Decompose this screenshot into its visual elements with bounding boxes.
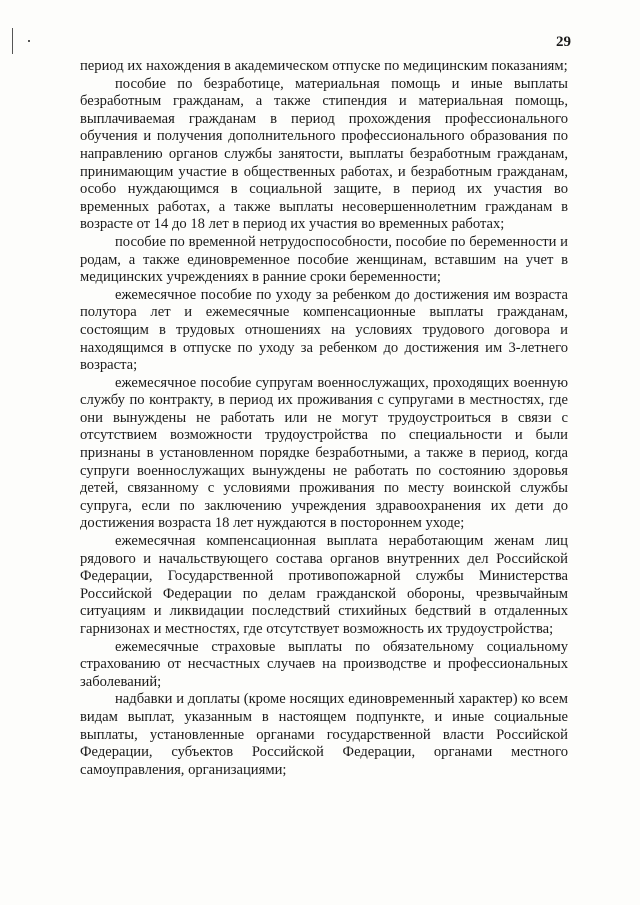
paragraph: пособие по временной нетрудоспособности, пособие по беременности и родам, а также единовременное пособие женщинам, вставшим на учет в медицинских учреждениях в ранние сроки беременности; — [80, 233, 568, 286]
paragraph: надбавки и доплаты (кроме носящих единовременный характер) ко всем видам выплат, указанным в настоящем подпункте, и иные социальные выплаты, установленные органами государственной власти Российской Федерации, субъектов Российской Федерации, органами местного самоуправления, организациями; — [80, 691, 568, 778]
paragraph: ежемесячная компенсационная выплата неработающим женам лиц рядового и начальствующего состава органов внутренних дел Российской Федерации, Государственной противопожарной службы Министерства Российской Федерации по делам гражданской обороны, чрезвычайным ситуациям и ликвидации последствий стихийных бедствий в отдаленных гарнизонах и местностях, где отсутствует возможность их трудоустройства; — [80, 533, 568, 637]
document-body — [80, 58, 568, 779]
paragraph: пособие по безработице, материальная помощь и иные выплаты безработным гражданам, а также стипендия и материальная помощь, выплачиваемая гражданам в период прохождения профессионального обучения и получения дополнительного профессионального образования по направлению органов службы занятости, выплаты безработным гражданам, принимающим участие в общественных работах, и безработным гражданам, особо нуждающимся в социальной защите, в период их участия во временных работах, а также выплаты несовершеннолетним гражданам в возрасте от 14 до 18 лет в период их участия во временных работах; — [80, 75, 568, 233]
paragraph: ежемесячное пособие по уходу за ребенком до достижения им возраста полутора лет и ежемесячные компенсационные выплаты гражданам, состоящим в трудовых отношениях на условиях трудового договора и находящимся в отпуске по уходу за ребенком до достижения им 3-летнего возраста; — [80, 286, 568, 374]
paragraph: ежемесячное пособие супругам военнослужащих, проходящих военную службу по контракту, в период их проживания с супругами в местностях, где они вынуждены не работать или не могут трудоустроиться в связи с отсутствием возможности трудоустройства по специальности и были признаны в установленном порядке безработными, а также в период, когда супруги военнослужащих вынуждены не работать по состоянию здоровья детей, связанному с условиями проживания по месту воинской службы супруга, если по заключению учреждения здравоохранения их дети до достижения возраста 18 лет нуждаются в постороннем уходе; — [80, 374, 568, 532]
scan-mark-top — [12, 28, 13, 54]
paragraph: период их нахождения в академическом отпуске по медицинским показаниям; — [80, 58, 568, 74]
paragraph: ежемесячные страховые выплаты по обязательному социальному страхованию от несчастных случаев на производстве и профессиональных заболеваний; — [80, 638, 568, 690]
scan-mark-dot — [28, 40, 30, 42]
page-number: 29 — [556, 34, 571, 50]
